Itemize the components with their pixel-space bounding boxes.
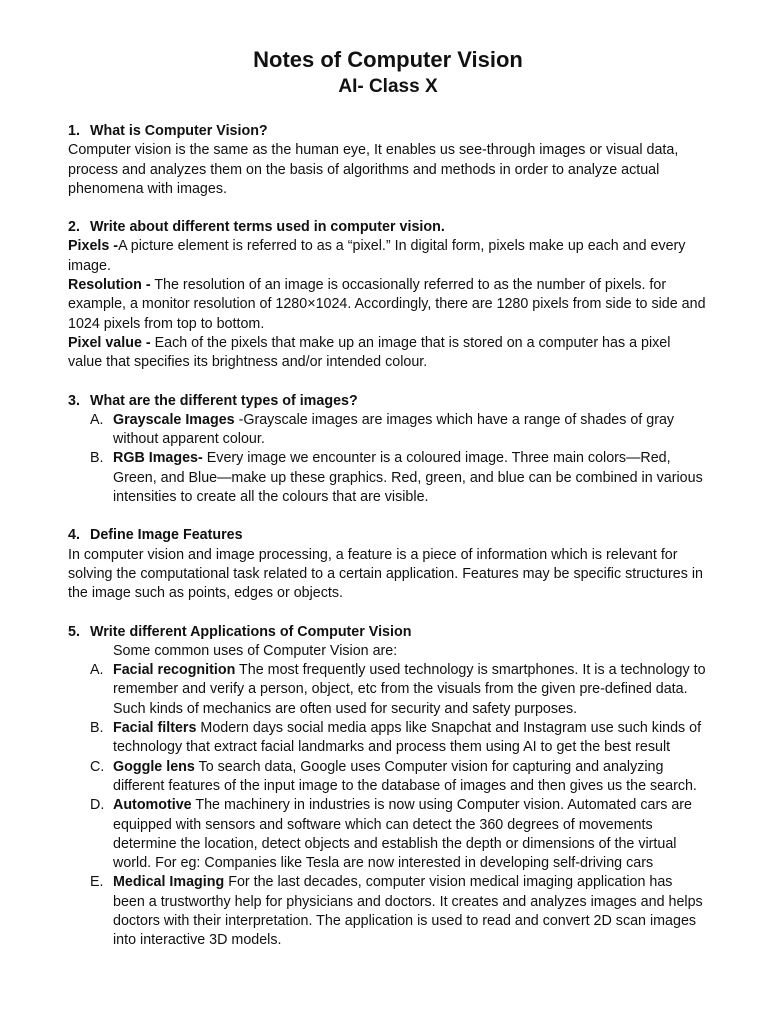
term-label: Pixels -: [68, 238, 119, 255]
section-3-heading: [68, 392, 708, 411]
list-letter: B.: [90, 450, 104, 467]
list-item: [68, 411, 708, 450]
term-pixels: [68, 237, 708, 276]
term-text: A picture element is referred to as a “pixel.” In digital form, pixels make up each and every image.: [68, 238, 686, 274]
section-question: What is Computer Vision?: [90, 123, 268, 139]
section-question: Define Image Features: [90, 527, 243, 544]
page-subtitle: AI- Class X: [338, 76, 438, 97]
section-3: [68, 392, 708, 508]
section-number: 4.: [68, 527, 80, 544]
page-title: Notes of Computer Vision: [253, 47, 523, 72]
item-term: Facial recognition: [113, 662, 236, 679]
list-item-body: [113, 411, 708, 450]
section-1-text: Computer vision is the same as the human eye, It enables us see-through images or visual data, process and analyzes them on the basis of algorithms and methods in order to analyze actual phenomena with images.: [68, 142, 679, 197]
list-item-body: [113, 758, 708, 797]
item-text: The most frequently used technology is smartphones. It is a technology to remember and verify a person, object, etc from the visuals from the given pre-defined data. Such kinds of mechanics are often used for security and safety purposes.: [113, 662, 706, 717]
list-letter: D.: [90, 797, 105, 814]
term-text: Each of the pixels that make up an image that is stored on a computer has a pixel value that specifies its brightness and/or intended colour.: [68, 334, 671, 371]
section-1: [68, 122, 708, 199]
section-question: What are the different types of images?: [90, 392, 358, 409]
section-4-heading: [68, 526, 708, 545]
section-question: Write about different terms used in computer vision.: [90, 219, 445, 236]
term-text: The resolution of an image is occasionally referred to as the number of pixels. for example, a monitor resolution of 1280×1024. Accordingly, there are 1280 pixels from side to side and 1024 pixels from top to bottom.: [68, 277, 706, 332]
section-1-heading: [68, 122, 708, 141]
item-text: -Grayscale images are images which have a range of shades of gray without apparent colour.: [113, 411, 675, 448]
list-item-body: [113, 796, 708, 873]
section-number: 1.: [68, 123, 80, 139]
list-letter: C.: [90, 758, 105, 775]
item-text: To search data, Google uses Computer vision for capturing and analyzing different features of the input image to the database of images and then gives us the search.: [113, 758, 697, 794]
item-term: Grayscale Images: [113, 411, 235, 428]
image-types-list: [68, 411, 708, 507]
item-text: The machinery in industries is now using Computer vision. Automated cars are equipped with sensors and software which can detect the 360 degrees of movements determine the location, detect objects and establish the depth or dimensions of the virtual world. For eg: Companies like Tesla are now interested in developing self-driving cars: [113, 797, 693, 872]
item-text: For the last decades, computer vision medical imaging application has been a trustworthy help for physicians and doctors. It creates and analyzes images and helps doctors with their interpretation. The application is used to read and convert 2D scan images into interactive 3D models.: [113, 874, 703, 949]
section-question: Write different Applications of Computer Vision: [90, 623, 412, 640]
term-resolution: [68, 276, 708, 334]
section-5-heading: [68, 623, 708, 642]
list-item-body: [113, 661, 708, 719]
item-term: RGB Images-: [113, 450, 203, 467]
section-5-intro: Some common uses of Computer Vision are:: [113, 642, 398, 659]
list-item: [68, 758, 708, 797]
list-item-body: [113, 449, 708, 507]
section-number: 3.: [68, 392, 80, 409]
term-label: Resolution -: [68, 277, 151, 294]
item-text: Every image we encounter is a coloured image. Three main colors—Red, Green, and Blue—make up these graphics. Red, green, and blue can be combined in various intensities to create all the colours that are visible.: [113, 450, 703, 506]
section-2: [68, 218, 708, 372]
item-text: Modern days social media apps like Snapchat and Instagram use such kinds of technology that extract facial landmarks and process them using AI to get the best result: [113, 720, 702, 756]
list-item-body: [113, 719, 708, 758]
term-label: Pixel value -: [68, 334, 151, 351]
list-item: [68, 449, 708, 507]
section-number: 2.: [68, 219, 80, 236]
section-number: 5.: [68, 623, 80, 640]
section-2-heading: [68, 218, 708, 237]
section-4-text: In computer vision and image processing, a feature is a piece of information which is relevant for solving the computational task related to a certain application. Features may be specific structures in the image such as points, edges or objects.: [68, 546, 703, 602]
section-5: [68, 623, 708, 951]
list-item: [68, 873, 708, 950]
item-term: Goggle lens: [113, 758, 195, 775]
list-item: [68, 661, 708, 719]
list-letter: B.: [90, 720, 104, 737]
term-pixel-value: [68, 334, 708, 373]
section-4: [68, 526, 708, 603]
list-item-body: [113, 873, 708, 950]
item-term: Facial filters: [113, 720, 197, 737]
list-letter: E.: [90, 874, 104, 891]
item-term: Medical Imaging: [113, 874, 225, 891]
list-letter: A.: [90, 662, 104, 679]
list-letter: A.: [90, 411, 104, 428]
list-item: [68, 719, 708, 758]
item-term: Automotive: [113, 797, 192, 814]
applications-list: [68, 661, 708, 950]
list-item: [68, 796, 708, 873]
